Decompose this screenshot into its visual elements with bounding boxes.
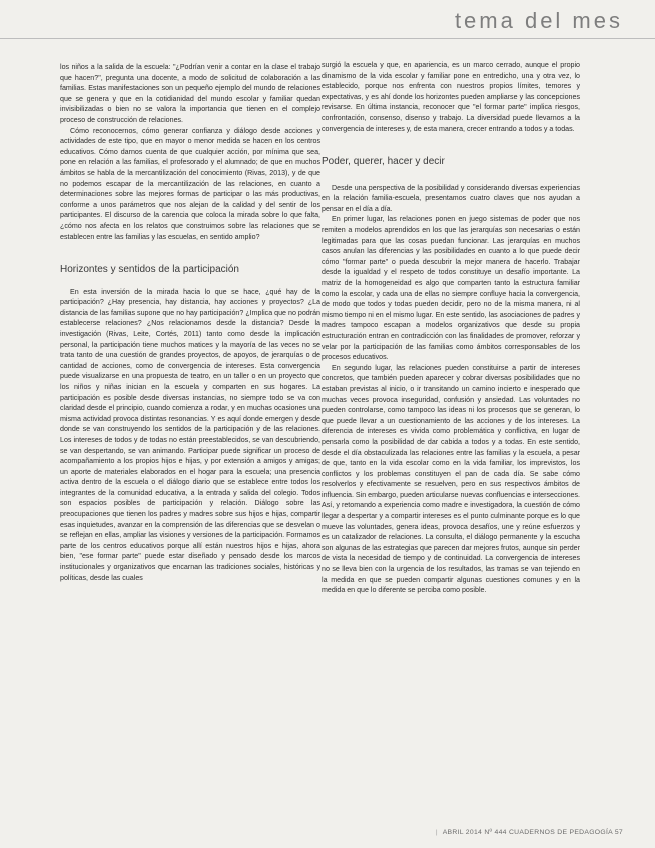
footer-page-number: 57	[614, 829, 623, 836]
left-column	[60, 62, 320, 583]
right-paragraph-1: surgió la escuela y que, en apariencia, es un marco cerrado, aunque el propio dinamismo de la vida escolar y familiar pone en entredicho, una y otra vez, lo establecido, porque nos enfrenta con nuestros propios límites, temores y expectativas, y es ahí donde los horizontes pueden ampliarse y las concepciones revisarse. En última instancia, reconocer que "el formar parte" implica riesgos, confrontación, consenso, disenso y trabajo. La diversidad puede llevarnos a la convergencia de intereses y, de esta manera, crecer entrando a todos y a todas.	[322, 61, 580, 133]
right-column	[322, 60, 580, 596]
footer-bar: |	[435, 829, 438, 836]
right-paragraph-4: En segundo lugar, las relaciones pueden constituirse a partir de intereses concretos, que también pueden aparecer y cobrar diversas posibilidades que no estaban previstas al inicio, o ir transitando un camino incierto e inesperado que muchas veces provoca inseguridad, confusión y ansiedad. Las voluntades no pueden controlarse, como tampoco las ideas ni los procesos que se generan, lo que puede llevar a un cuestionamiento de las acciones y de los intereses. La diferencia de intereses es vivida como problemática y conflictiva, en lugar de pensarla como la posibilidad de dar cabida a todos y a todas. En este sentido, desde el día obstaculizada las relaciones entre las familias y la escuela, a pesar de que, tanto en la vida escolar como en la vida familiar, los imprevistos, los conflictos y los problemas constituyen el pan de cada día. Se sabe cómo resolverlos y efectivamente se resuelven, pero en sus respectivos ámbitos de influencia. Sin embargo, pueden articularse nuevas confluencias e intersecciones. Así, y retomando a experiencia como madre e investigadora, la cuestión de cómo llegar a despertar y a compartir intereses es el punto culminante porque es lo que mueve las voluntades, genera ideas, provoca desafíos, une y reúne esfuerzos y es un catalizador de relaciones. La consulta, el diálogo permanente y la escucha son algunas de las estrategias que parecen dar mejores frutos, aunque sin perder de vista la necesidad de tiempo y de continuidad. La convergencia de intereses no se lleva bien con la urgencia de los resultados, las tramas se van tejiendo en la medida en que se pueden compartir algunas cuestiones comunes y en la medida en que lo diferente se perciba como posible.	[322, 363, 580, 595]
footer-journal: CUADERNOS DE PEDAGOGÍA	[508, 829, 613, 836]
heading-poder: Poder, querer, hacer y decir	[322, 156, 445, 168]
left-paragraph-2: Cómo reconocernos, cómo generar confianza y diálogo desde acciones y actividades de este tipo, que en mayor o menor medida se hacen en los centros educativos. Cómo darnos cuenta de que cualquier acción, por mínima que sea, pone en relación a las familias, el profesorado y el alumnado; de que en muchos ámbitos se habla de la mercantilización del conocimiento (Rivas, 2013), y de que no podemos escapar de la mercantilización de las relaciones, en cuanto a determinaciones sobre las mejores formas de participar o las más productivas, conforme a unos parámetros que nos alejan de la calidad y del sentir de los participantes. El discurso de la carencia que coloca la mirada sobre lo que falta, ¿cómo nos afecta en los relatos que construimos sobre las relaciones que se establecen entre las familias y las escuelas, en sentido amplio?	[60, 126, 320, 241]
page-footer	[436, 829, 623, 836]
right-paragraph-2: Desde una perspectiva de la posibilidad y considerando diversas experiencias en la relación familia-escuela, presentamos cuatro claves que nos ayudan a pensar en el día a día.	[322, 183, 580, 213]
left-paragraph-1: los niños a la salida de la escuela: "¿Podrían venir a contar en la clase el trabajo que hacen?", pregunta una docente, a modo de solicitud de colaboración a las familias. Estas manifestaciones son un pequeño ejemplo del mundo de relaciones que se genera y que en la cotidianidad del mundo escolar y familiar quedan invisibilizadas o bien no se valora la importancia que tienen en el complejo proceso de construcción de relaciones.	[60, 63, 320, 124]
heading-horizontes: Horizontes y sentidos de la participación	[60, 264, 239, 276]
left-paragraph-3: En esta inversión de la mirada hacia lo que se hace, ¿qué hay de la participación? ¿Hay presencia, hay distancia, hay acciones y proyectos? ¿La distancia de las familias supone que no hay participación? ¿Implica que no podrán establecerse relaciones? ¿Nos relacionamos desde la distancia? Desde la investigación (Rivas, Leite, Cortés, 2011) tanto como desde la implicación personal, la participación tiene muchos matices y la mayoría de las veces no se trata tanto de una cuestión de grandes proyectos, de apoyos, de jerarquías o de cantidad de acciones, como de convergencia de intereses. Esta convergencia puede visualizarse en una propuesta de teatro, en un taller o en un proyecto que los niños y niñas inician en la escuela y comparten en sus hogares. La participación es posible desde diversas instancias, no siempre todo se va con claridad desde el principio, cuando comienza a rodar, y en muchas ocasiones una misma actividad provoca distintas resonancias. Y es aquí donde emergen y desde donde se van construyendo los sentidos de la participación y de las relaciones. Los intereses de todos y de todas no están preestablecidos, se van descubriendo, se van despertando, se van animando. Participar puede significar un proceso de acompañamiento a los propios hijos e hijas, y por extensión a amigos y amigas; un aporte de materiales elaborados en el hogar para la escuela; una presencia activa dentro de la escuela o el diálogo diario que se establece entre todos los integrantes de la comunidad educativa, a la entrada y salida del colegio. Todos son espacios posibles de participación y relación. Diálogo sobre las preocupaciones que tienen los padres y madres sobre sus hijos e hijas, compartir esas inquietudes, avanzar en la comprensión de las diferencias que se desvelan o se reflejan en ellas, ampliar las visiones y versiones de la participación. Formamos parte de los centros educativos porque allí están nuestros hijos e hijas, ahora bien, "ese formar parte" puede estar diseñado y pensado desde los marcos institucionales y organizativos que encarnan las tradiciones sociales, históricas y políticas, desde las cuales	[60, 287, 320, 582]
footer-issue: ABRIL 2014	[442, 829, 483, 836]
right-paragraph-3: En primer lugar, las relaciones ponen en juego sistemas de poder que nos remiten a modelos aprendidos en los que las jerarquías son necesarias o están legitimadas para que las cosas puedan funcionar. Las jerarquías en muchos casos anulan las diferencias y las posibilidades en cuanto a lo que puede decir cómo "formar parte" o pueda descubrir la mejor manera de hacerlo. Trabajar desde la igualdad y el respeto de todos constituye un desafío importante. La matriz de la homogeneidad es algo que comparten tanto la estructura familiar como la escolar, y cada una de ellas no siempre confluye hacia la convergencia, de modo que todos y todas pueden decidir, pero no de la misma manera, ni al mismo tiempo ni en el mismo lugar. En este sentido, las asociaciones de padres y madres tampoco escapan a modelos organizativos que desde su propia estructuración entran en contradicción con las finalidades de promover, reforzar y velar por la participación de las familias como ámbitos corresponsables de los procesos educativos.	[322, 215, 580, 362]
section-title: tema del mes	[454, 8, 623, 33]
footer-number: Nº 444	[484, 829, 507, 836]
header-rule	[0, 38, 655, 39]
